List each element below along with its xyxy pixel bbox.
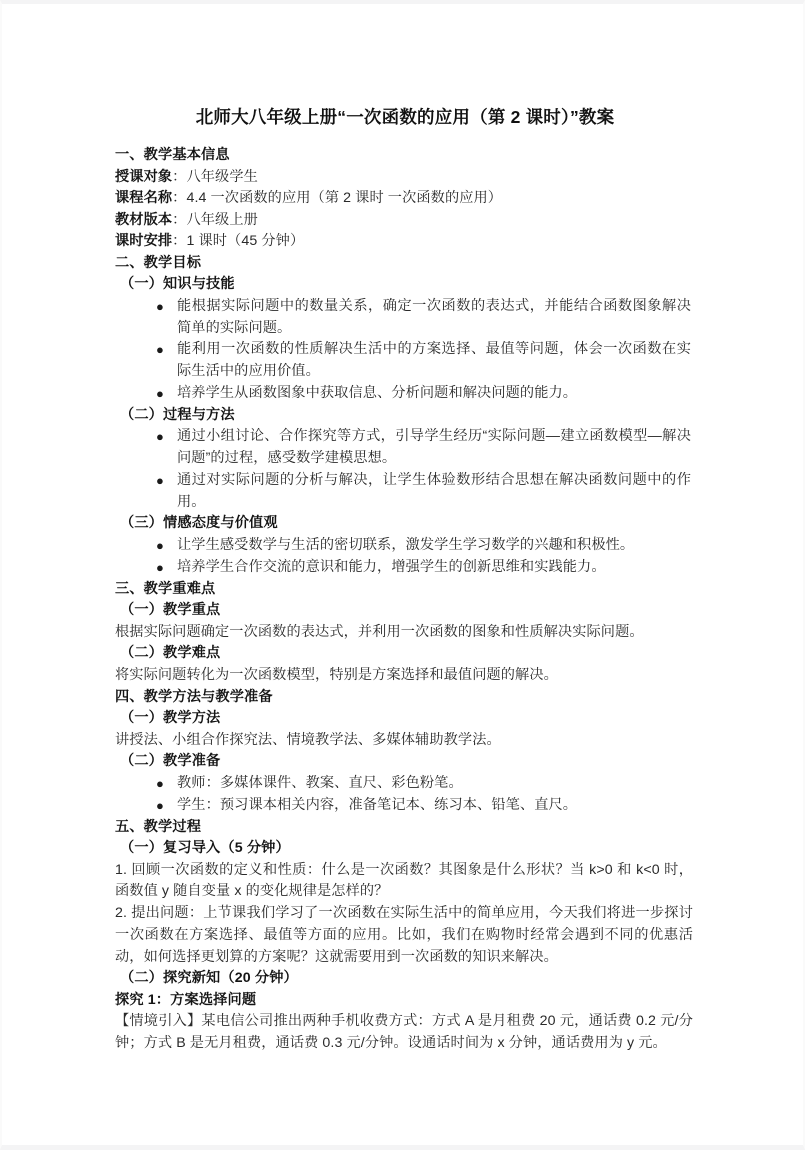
info-key: 授课对象	[115, 168, 173, 185]
bullet-list-teaching-prep	[115, 773, 695, 817]
info-sep: ：	[172, 211, 187, 228]
section-heading-2: 二、教学目标	[115, 254, 202, 271]
paragraph-teaching-focus: 根据实际问题确定一次函数的表达式，并利用一次函数的图象和性质解决实际问题。	[115, 623, 644, 640]
subheading-teaching-focus: （一）教学重点	[120, 602, 221, 619]
section-heading-4: 四、教学方法与教学准备	[115, 688, 273, 705]
list-item-label: 培养学生合作交流的意识和能力，增强学生的创新思维和实践能力。	[177, 558, 606, 575]
list-item	[115, 426, 691, 470]
list-item-label: 能根据实际问题中的数量关系，确定一次函数的表达式，并能结合函数图象解决简单的实际问题。	[177, 297, 691, 336]
subheading-teaching-methods: （一）教学方法	[120, 710, 221, 727]
bullet-icon: ●	[156, 775, 164, 791]
subheading-knowledge-skills: （一）知识与技能	[120, 276, 235, 293]
bullet-icon: ●	[156, 385, 164, 401]
list-item	[115, 383, 691, 405]
info-sep: ：	[172, 233, 187, 250]
list-item-label: 学生：预习课本相关内容，准备笔记本、练习本、铅笔、直尺。	[177, 796, 578, 813]
bullet-list-process-methods	[115, 426, 695, 513]
list-item	[115, 773, 691, 795]
info-key: 教材版本	[115, 211, 173, 228]
list-item	[115, 339, 691, 383]
info-row-course	[115, 188, 695, 210]
bullet-list-attitude-values	[115, 535, 695, 579]
list-item-label: 教师：多媒体课件、教案、直尺、彩色粉笔。	[177, 774, 463, 791]
bullet-list-knowledge-skills	[115, 296, 695, 405]
document-content	[115, 104, 695, 1055]
paragraph-review-item-1: 1. 回顾一次函数的定义和性质：什么是一次函数？其图象是什么形状？当 k>0 和 k<0 时，函数值 y 随自变量 x 的变化规律是怎样的？	[115, 861, 693, 900]
info-key: 课时安排	[115, 233, 173, 250]
bullet-icon: ●	[156, 537, 164, 553]
list-item-label: 能利用一次函数的性质解决生活中的方案选择、最值等问题，体会一次函数在实际生活中的应用价值。	[177, 341, 691, 380]
list-item	[115, 535, 691, 557]
subheading-explore-1: 探究 1：方案选择问题	[115, 991, 257, 1008]
paragraph-teaching-difficulty: 将实际问题转化为一次函数模型，特别是方案选择和最值问题的解决。	[115, 666, 558, 683]
bullet-icon: ●	[156, 429, 164, 445]
list-item-label: 通过对实际问题的分析与解决，让学生体验数形结合思想在解决函数问题中的作用。	[177, 471, 691, 510]
subheading-review-intro: （一）复习导入（5 分钟）	[120, 840, 290, 856]
info-row-periods	[115, 231, 695, 253]
list-item	[115, 296, 691, 340]
list-item	[115, 470, 691, 514]
bullet-icon: ●	[156, 559, 164, 575]
paragraph-explore-1-scenario: 【情境引入】某电信公司推出两种手机收费方式：方式 A 是月租费 20 元，通话费 0.2 元/分钟；方式 B 是无月租费，通话费 0.3 元/分钟。设通话时间为 x 分钟，通话费用为 y 元。	[115, 1013, 693, 1052]
info-row-audience	[115, 167, 695, 189]
paragraph-review-item-2: 2. 提出问题：上节课我们学习了一次函数在实际生活中的简单应用，今天我们将进一步探讨一次函数在方案选择、最值等方面的应用。比如，我们在购物时经常会遇到不同的优惠活动，如何选择更划算的方案呢？这就需要用到一次函数的知识来解决。	[115, 905, 693, 965]
section-heading-3: 三、教学重难点	[115, 580, 216, 597]
section-heading-1: 一、教学基本信息	[115, 147, 230, 164]
list-item-label: 通过小组讨论、合作探究等方式，引导学生经历“实际问题—建立函数模型—解决问题”的过程，感受数学建模思想。	[177, 428, 691, 467]
bullet-icon: ●	[156, 472, 164, 488]
list-item	[115, 795, 691, 817]
list-item	[115, 557, 691, 579]
bullet-icon: ●	[156, 342, 164, 358]
info-value: 八年级上册	[186, 211, 258, 228]
info-sep: ：	[172, 190, 187, 207]
bullet-icon: ●	[156, 797, 164, 813]
list-item-label: 培养学生从函数图象中获取信息、分析问题和解决问题的能力。	[177, 384, 578, 401]
list-item-label: 让学生感受数学与生活的密切联系，激发学生学习数学的兴趣和积极性。	[177, 536, 635, 553]
paragraph-teaching-methods: 讲授法、小组合作探究法、情境教学法、多媒体辅助教学法。	[115, 731, 501, 748]
info-row-textbook	[115, 210, 695, 232]
page-title: 北师大八年级上册“一次函数的应用（第 2 课时）”教案	[195, 107, 615, 127]
info-key: 课程名称	[115, 190, 173, 207]
info-value: 1 课时（45 分钟）	[186, 233, 305, 250]
subheading-teaching-difficulty: （二）教学难点	[120, 645, 221, 662]
subheading-process-methods: （二）过程与方法	[120, 406, 235, 423]
info-sep: ：	[172, 168, 187, 185]
subheading-teaching-prep: （二）教学准备	[120, 753, 221, 770]
bullet-icon: ●	[156, 298, 164, 314]
subheading-explore-new: （二）探究新知（20 分钟）	[120, 970, 298, 987]
section-heading-5: 五、教学过程	[115, 818, 202, 835]
subheading-attitude-values: （三）情感态度与价值观	[120, 515, 278, 532]
info-value: 4.4 一次函数的应用（第 2 课时 一次函数的应用）	[186, 190, 503, 207]
info-value: 八年级学生	[186, 168, 258, 185]
